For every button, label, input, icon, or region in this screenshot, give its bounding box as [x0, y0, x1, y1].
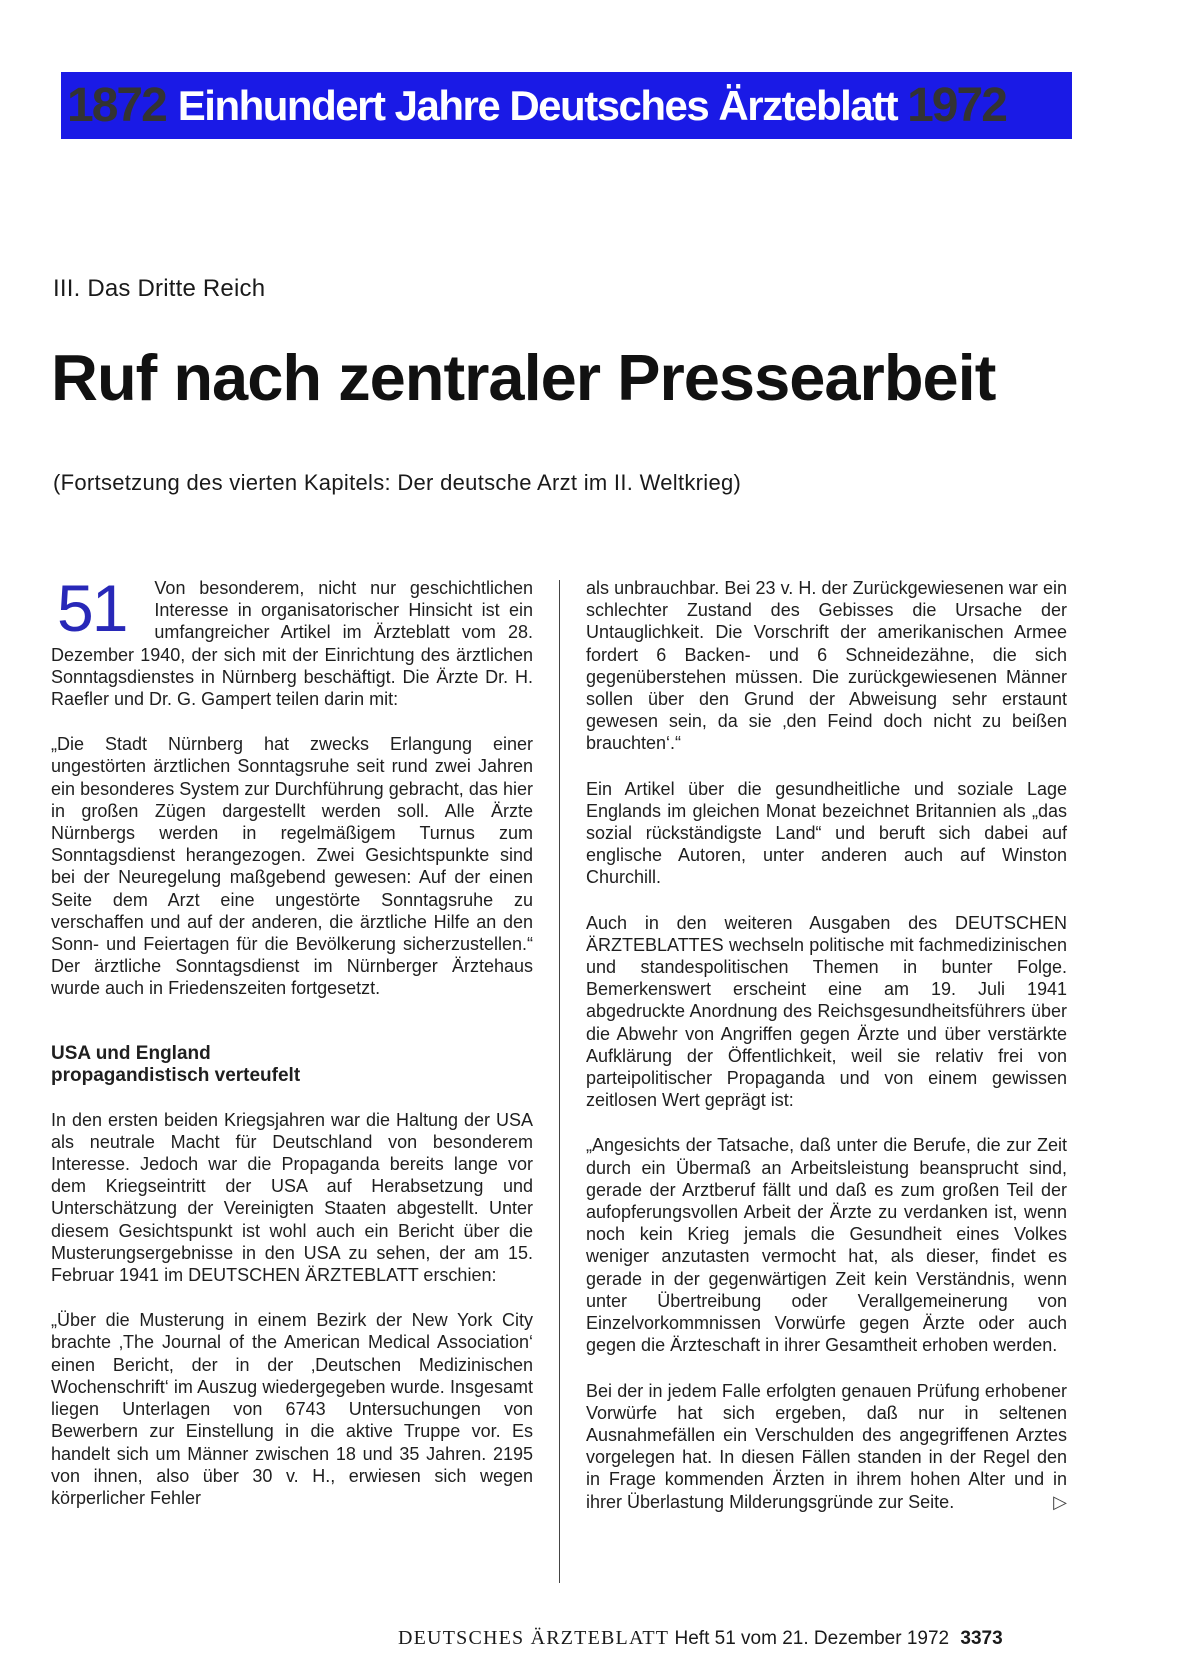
footer-page-number: 3373	[960, 1628, 1003, 1649]
intro-paragraph	[51, 571, 533, 710]
centenary-banner	[61, 72, 1072, 139]
subheading-line-2: propagandistisch verteufelt	[51, 1064, 301, 1086]
issues-paragraph: Auch in den weiteren Ausgaben des DEUTSCHEN ÄRZTEBLATTES wechseln politische mit fachmedizinischen und standespolitischen Themen in bunter Folge. Bemerkenswert erscheint eine am 19. Juli 1941 abgedruckte Anordnung des Reichsgesundheitsführers über die Abwehr von Angriffen gegen Ärzte und über verstärkte Aufklärung der Öffentlichkeit, weil sie relativ frei von parteipolitischer Propaganda und von einem gewissen zeitlosen Wert geprägt ist:	[586, 912, 1067, 1111]
muster-quote-continued: als unbrauchbar. Bei 23 v. H. der Zurückgewiesenen war ein schlechter Zustand des Gebisses die Ursache der Untauglichkeit. Die Vorschrift der amerikanischen Armee fordert 6 Backen- und 6 Schneidezähne, die sich gegenüberstehen müssen. Die zurückgewiesenen Männer sollen über den Grund der Abweisung sehr erstaunt gewesen sein, da sie ‚den Feind doch nicht zu beißen brauchten‘.“	[586, 578, 1067, 754]
usa-paragraph: In den ersten beiden Kriegsjahren war die Haltung der USA als neutrale Macht für Deutschland von besonderem Interesse. Jedoch war die Propaganda bereits lange vor dem Kriegseintritt der USA auf Herabsetzung und Unterschätzung der Vereinigten Staaten abgestellt. Unter diesem Gesichtspunkt ist wohl auch ein Bericht über die Musterungsergebnisse in den USA zu sehen, der am 15. Februar 1941 im DEUTSCHEN ÄRZTEBLATT erschien:	[51, 1109, 533, 1286]
article-subtitle: (Fortsetzung des vierten Kapitels: Der deutsche Arzt im II. Weltkrieg)	[53, 470, 742, 495]
right-column	[586, 577, 1067, 1513]
issue-number-dropcap: 51	[57, 571, 127, 645]
page-footer	[398, 1627, 1003, 1650]
footer-journal: DEUTSCHES ÄRZTEBLATT	[398, 1627, 670, 1649]
banner-year-end: 1972	[907, 79, 1006, 132]
england-paragraph: Ein Artikel über die gesundheitliche und soziale Lage Englands im gleichen Monat bezeichnet Britannien als „das sozial rückständigste Land“ und beruft sich dabei auf englische Autoren, unter anderen auch auf Winston Churchill.	[586, 778, 1067, 888]
sunday-service-quote: „Die Stadt Nürnberg hat zwecks Erlangung einer ungestörten ärztlichen Sonntagsruhe seit rund zwei Jahren ein besonderes System zur Durchführung gebracht, das hier in großen Zügen dargestellt werden soll. Alle Ärzte Nürnbergs werden in regelmäßigem Turnus zum Sonntagsdienst herangezogen. Zwei Gesichtspunkte sind bei der Neuregelung maßgebend gewesen: Auf der einen Seite dem Arzt eine ungestörte Sonntagsruhe zu verschaffen und auf der anderen, die ärztliche Hilfe an den Sonn- und Feiertagen für die Bevölkerung sicherzustellen.“ Der ärztliche Sonntagsdienst im Nürnberger Ärztehaus wurde auch in Friedenszeiten fortgesetzt.	[51, 734, 533, 999]
muster-quote: „Über die Musterung in einem Bezirk der New York City brachte ‚The Journal of the American Medical Association‘ einen Bericht, der in der ‚Deutschen Medizinischen Wochenschrift‘ im Auszug wiedergegeben wurde. Insgesamt liegen Unterlagen von 6743 Untersuchungen von Bewerbern zur Einstellung in die aktive Truppe vor. Es handelt sich um Männer zwischen 18 und 35 Jahren. 2195 von ihnen, also über 30 v. H., erwiesen sich wegen körperlicher Fehler	[51, 1310, 533, 1508]
review-paragraph	[586, 1380, 1067, 1513]
section-label: III. Das Dritte Reich	[53, 275, 266, 302]
continue-arrow-icon: ▷	[1053, 1491, 1067, 1512]
banner-title: Einhundert Jahre Deutsches Ärzteblatt	[177, 81, 898, 129]
intro-text: Von besonderem, nicht nur geschichtlichen Interesse in organisatorischer Hinsicht ist ein umfangreicher Artikel im Ärzteblatt vom 28. Dezember 1940, der sich mit der Einrichtung des ärztlichen Sonntagsdienstes in Nürnberg beschäftigt. Die Ärzte Dr. H. Raefler und Dr. G. Gampert teilen darin mit:	[51, 578, 533, 710]
footer-issue: Heft 51 vom 21. Dezember 1972	[674, 1628, 950, 1649]
section-subheading	[51, 1043, 533, 1087]
professions-quote: „Angesichts der Tatsache, daß unter die Berufe, die zur Zeit durch ein Übermaß an Arbeitsleistung beansprucht sind, gerade der Arztberuf fällt und daß es zum großen Teil der aufopferungsvollen Arbeit der Ärzte zu verdanken ist, wenn noch kein Krieg jemals die Gesundheit eines Volkes weniger anzutasten vermocht hat, als dieser, findet es gerade in der gegenwärtigen Zeit kein Verständnis, wenn unter Übertreibung oder Verallgemeinerung von Einzelvorkommnissen Vorwürfe gegen Ärzte oder auch gegen die Ärzteschaft in ihrer Gesamtheit erhoben werden.	[586, 1135, 1067, 1356]
left-column	[51, 571, 533, 1509]
banner-year-start: 1872	[67, 79, 166, 132]
subheading-line-1: USA und England	[51, 1042, 211, 1064]
article-title: Ruf nach zentraler Pressearbeit	[51, 341, 996, 414]
review-text: Bei der in jedem Falle erfolgten genauen Prüfung erhobener Vorwürfe hat sich ergeben, daß nur in seltenen Ausnahmefällen ein Verschulden des angegriffenen Arztes vorgelegen hat. In diesen Fällen standen in der Regel den in Frage kommenden Ärzten in ihrem hohen Alter und in ihrer Überlastung Milderungsgründe zur Seite.	[586, 1380, 1067, 1512]
column-divider	[559, 580, 560, 1583]
